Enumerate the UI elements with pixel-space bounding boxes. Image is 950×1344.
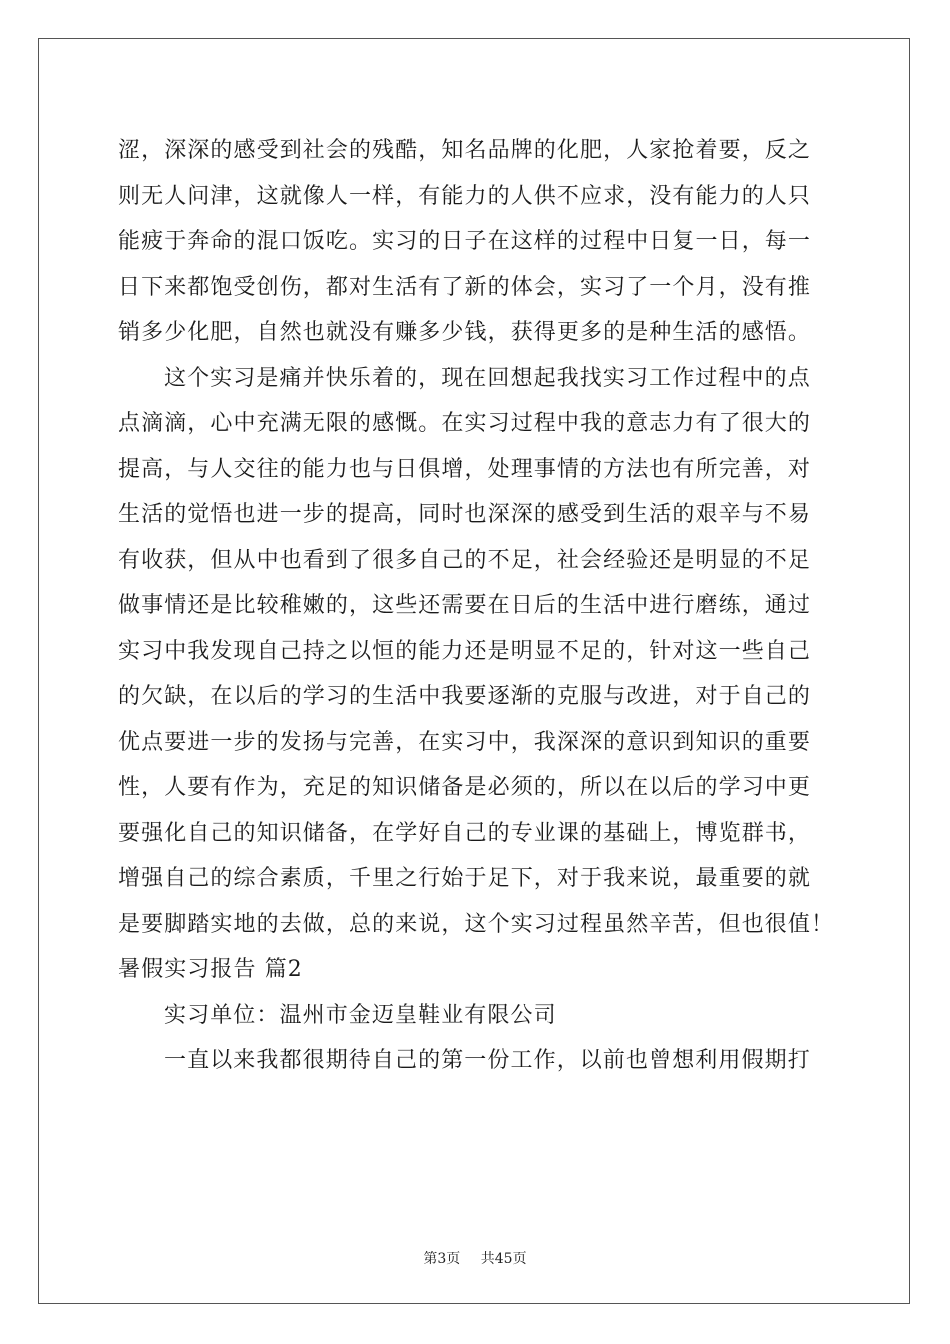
text-line: 这个实习是痛并快乐着的，现在回想起我找实习工作过程中的点 [164, 365, 811, 391]
text-line: 做事情还是比较稚嫩的，这些还需要在日后的生活中进行磨练，通过 [118, 593, 812, 618]
page-number: 第3页 [423, 1251, 461, 1267]
text-line: 增强自己的综合素质，千里之行始于足下，对于我来说，最重要的就 [118, 866, 812, 891]
text-line: 销多少化肥，自然也就没有赚多少钱，获得更多的是种生活的感悟。 [118, 320, 812, 345]
text-line: 实习单位：温州市金迈皇鞋业有限公司 [164, 1002, 557, 1028]
text-line: 生活的觉悟也进一步的提高，同时也深深的感受到生活的艰辛与不易 [118, 502, 812, 527]
text-line: 优点要进一步的发扬与完善，在实习中，我深深的意识到知识的重要 [118, 729, 812, 755]
paragraph-block [118, 128, 836, 947]
paragraph-block-after-heading [118, 993, 836, 1084]
section-heading: 暑假实习报告 篇2 [118, 957, 303, 982]
text-line: 能疲于奔命的混口饭吃。实习的日子在这样的过程中日复一日，每一 [118, 229, 812, 254]
page-total: 共45页 [480, 1251, 527, 1267]
text-line: 有收获，但从中也看到了很多自己的不足，社会经验还是明显的不足 [118, 547, 812, 573]
page-footer [0, 1248, 950, 1268]
text-line: 涩，深深的感受到社会的残酷，知名品牌的化肥，人家抢着要，反之 [118, 138, 812, 163]
text-line: 点滴滴，心中充满无限的感慨。在实习过程中我的意志力有了很大的 [118, 411, 812, 436]
text-line: 一直以来我都很期待自己的第一份工作，以前也曾想利用假期打 [164, 1048, 811, 1073]
document-body [118, 128, 836, 1084]
text-line: 则无人问津，这就像人一样，有能力的人供不应求，没有能力的人只 [118, 183, 812, 209]
text-line: 实习中我发现自己持之以恒的能力还是明显不足的，针对这一些自己 [118, 638, 812, 664]
text-line: 日下来都饱受创伤，都对生活有了新的体会，实习了一个月，没有推 [118, 274, 812, 300]
text-line: 的欠缺，在以后的学习的生活中我要逐渐的克服与改进，对于自己的 [118, 684, 812, 709]
text-line: 要强化自己的知识储备，在学好自己的专业课的基础上，博览群书， [118, 820, 812, 846]
text-line: 提高，与人交往的能力也与日俱增，处理事情的方法也有所完善，对 [118, 456, 812, 482]
text-line: 性，人要有作为，充足的知识储备是必须的，所以在以后的学习中更 [118, 775, 812, 800]
text-line: 是要脚踏实地的去做，总的来说，这个实习过程虽然辛苦，但也很值！ [118, 911, 835, 937]
